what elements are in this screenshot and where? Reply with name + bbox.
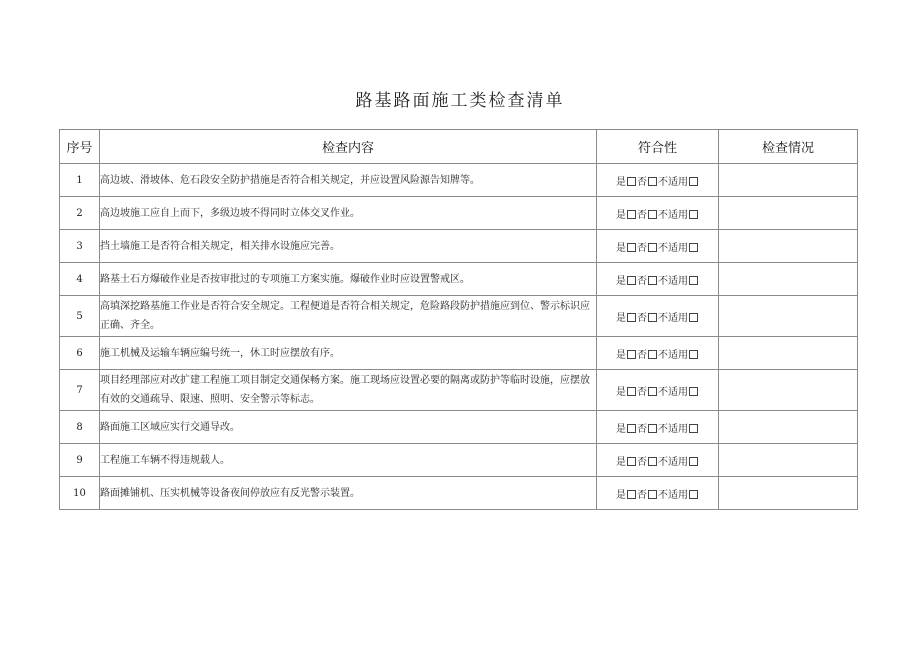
comply-label-na: 不适用 xyxy=(658,312,688,324)
row-number: 10 xyxy=(60,477,100,510)
checkbox-no[interactable] xyxy=(648,457,657,466)
comply-options xyxy=(597,197,719,230)
comply-label-no: 否 xyxy=(637,349,647,361)
header-comply: 符合性 xyxy=(597,130,719,164)
row-number: 2 xyxy=(60,197,100,230)
checkbox-no[interactable] xyxy=(648,313,657,322)
checkbox-yes[interactable] xyxy=(627,350,636,359)
comply-options xyxy=(597,164,719,197)
comply-label-yes: 是 xyxy=(616,386,626,398)
comply-label-na: 不适用 xyxy=(658,423,688,435)
checkbox-yes[interactable] xyxy=(627,424,636,433)
check-status-cell[interactable] xyxy=(719,296,858,337)
comply-label-no: 否 xyxy=(637,176,647,188)
comply-options xyxy=(597,230,719,263)
table-row xyxy=(60,164,858,197)
comply-label-yes: 是 xyxy=(616,456,626,468)
row-content: 项目经理部应对改扩建工程施工项目制定交通保畅方案。施工现场应设置必要的隔离或防护等临时设施，应摆放有效的交通疏导、限速、照明、安全警示等标志。 xyxy=(100,370,597,411)
row-content: 挡土墙施工是否符合相关规定，相关排水设施应完善。 xyxy=(100,230,597,263)
comply-options xyxy=(597,296,719,337)
header-content: 检查内容 xyxy=(100,130,597,164)
table-row xyxy=(60,230,858,263)
check-status-cell[interactable] xyxy=(719,411,858,444)
comply-label-na: 不适用 xyxy=(658,275,688,287)
comply-options xyxy=(597,444,719,477)
check-status-cell[interactable] xyxy=(719,337,858,370)
comply-label-na: 不适用 xyxy=(658,386,688,398)
table-row xyxy=(60,197,858,230)
checkbox-yes[interactable] xyxy=(627,243,636,252)
check-status-cell[interactable] xyxy=(719,164,858,197)
checkbox-yes[interactable] xyxy=(627,313,636,322)
comply-label-no: 否 xyxy=(637,456,647,468)
comply-options xyxy=(597,411,719,444)
comply-label-yes: 是 xyxy=(616,176,626,188)
comply-label-yes: 是 xyxy=(616,349,626,361)
row-number: 3 xyxy=(60,230,100,263)
page-title: 路基路面施工类检查清单 xyxy=(355,91,565,111)
comply-options xyxy=(597,370,719,411)
table-row xyxy=(60,411,858,444)
comply-label-no: 否 xyxy=(637,275,647,287)
comply-label-no: 否 xyxy=(637,423,647,435)
comply-options xyxy=(597,337,719,370)
checkbox-na[interactable] xyxy=(689,424,698,433)
checkbox-no[interactable] xyxy=(648,350,657,359)
comply-label-na: 不适用 xyxy=(658,489,688,501)
row-content: 施工机械及运输车辆应编号统一，休工时应摆放有序。 xyxy=(100,337,597,370)
checkbox-no[interactable] xyxy=(648,210,657,219)
checklist-table xyxy=(59,129,858,510)
comply-label-na: 不适用 xyxy=(658,176,688,188)
check-status-cell[interactable] xyxy=(719,263,858,296)
comply-label-yes: 是 xyxy=(616,275,626,287)
checkbox-no[interactable] xyxy=(648,490,657,499)
comply-options xyxy=(597,263,719,296)
checkbox-no[interactable] xyxy=(648,177,657,186)
checkbox-na[interactable] xyxy=(689,210,698,219)
comply-options xyxy=(597,477,719,510)
comply-label-no: 否 xyxy=(637,209,647,221)
comply-label-na: 不适用 xyxy=(658,242,688,254)
row-number: 5 xyxy=(60,296,100,337)
table-row xyxy=(60,444,858,477)
table-row xyxy=(60,370,858,411)
comply-label-yes: 是 xyxy=(616,209,626,221)
comply-label-no: 否 xyxy=(637,312,647,324)
checkbox-yes[interactable] xyxy=(627,276,636,285)
checkbox-na[interactable] xyxy=(689,276,698,285)
check-status-cell[interactable] xyxy=(719,444,858,477)
comply-label-yes: 是 xyxy=(616,312,626,324)
row-number: 6 xyxy=(60,337,100,370)
row-content: 高边坡、滑坡体、危石段安全防护措施是否符合相关规定，并应设置风险源告知牌等。 xyxy=(100,164,597,197)
check-status-cell[interactable] xyxy=(719,197,858,230)
checkbox-na[interactable] xyxy=(689,177,698,186)
checkbox-yes[interactable] xyxy=(627,490,636,499)
checkbox-yes[interactable] xyxy=(627,210,636,219)
check-status-cell[interactable] xyxy=(719,477,858,510)
row-content: 高填深挖路基施工作业是否符合安全规定。工程便道是否符合相关规定，危险路段防护措施应到位、警示标识应正确、齐全。 xyxy=(100,296,597,337)
checkbox-na[interactable] xyxy=(689,243,698,252)
row-content: 高边坡施工应自上而下，多级边坡不得同时立体交叉作业。 xyxy=(100,197,597,230)
checkbox-yes[interactable] xyxy=(627,387,636,396)
comply-label-yes: 是 xyxy=(616,489,626,501)
table-row xyxy=(60,263,858,296)
checkbox-no[interactable] xyxy=(648,276,657,285)
checkbox-yes[interactable] xyxy=(627,457,636,466)
checkbox-no[interactable] xyxy=(648,424,657,433)
checkbox-na[interactable] xyxy=(689,387,698,396)
comply-label-na: 不适用 xyxy=(658,349,688,361)
row-content: 工程施工车辆不得违规载人。 xyxy=(100,444,597,477)
comply-label-yes: 是 xyxy=(616,423,626,435)
table-row xyxy=(60,477,858,510)
comply-label-na: 不适用 xyxy=(658,209,688,221)
table-row xyxy=(60,337,858,370)
header-no: 序号 xyxy=(60,130,100,164)
table-body xyxy=(60,164,858,510)
comply-label-no: 否 xyxy=(637,242,647,254)
checkbox-na[interactable] xyxy=(689,313,698,322)
comply-label-no: 否 xyxy=(637,386,647,398)
checkbox-na[interactable] xyxy=(689,490,698,499)
row-number: 4 xyxy=(60,263,100,296)
table-row xyxy=(60,296,858,337)
check-status-cell[interactable] xyxy=(719,230,858,263)
checkbox-no[interactable] xyxy=(648,243,657,252)
row-number: 7 xyxy=(60,370,100,411)
check-status-cell[interactable] xyxy=(719,370,858,411)
header-status: 检查情况 xyxy=(719,130,858,164)
row-content: 路面摊铺机、压实机械等设备夜间停放应有反光警示装置。 xyxy=(100,477,597,510)
checkbox-na[interactable] xyxy=(689,457,698,466)
comply-label-no: 否 xyxy=(637,489,647,501)
comply-label-na: 不适用 xyxy=(658,456,688,468)
checkbox-no[interactable] xyxy=(648,387,657,396)
row-number: 9 xyxy=(60,444,100,477)
checkbox-na[interactable] xyxy=(689,350,698,359)
row-content: 路基土石方爆破作业是否按审批过的专项施工方案实施。爆破作业时应设置警戒区。 xyxy=(100,263,597,296)
comply-label-yes: 是 xyxy=(616,242,626,254)
row-number: 8 xyxy=(60,411,100,444)
table-header-row xyxy=(60,130,858,164)
checkbox-yes[interactable] xyxy=(627,177,636,186)
row-content: 路面施工区域应实行交通导改。 xyxy=(100,411,597,444)
row-number: 1 xyxy=(60,164,100,197)
